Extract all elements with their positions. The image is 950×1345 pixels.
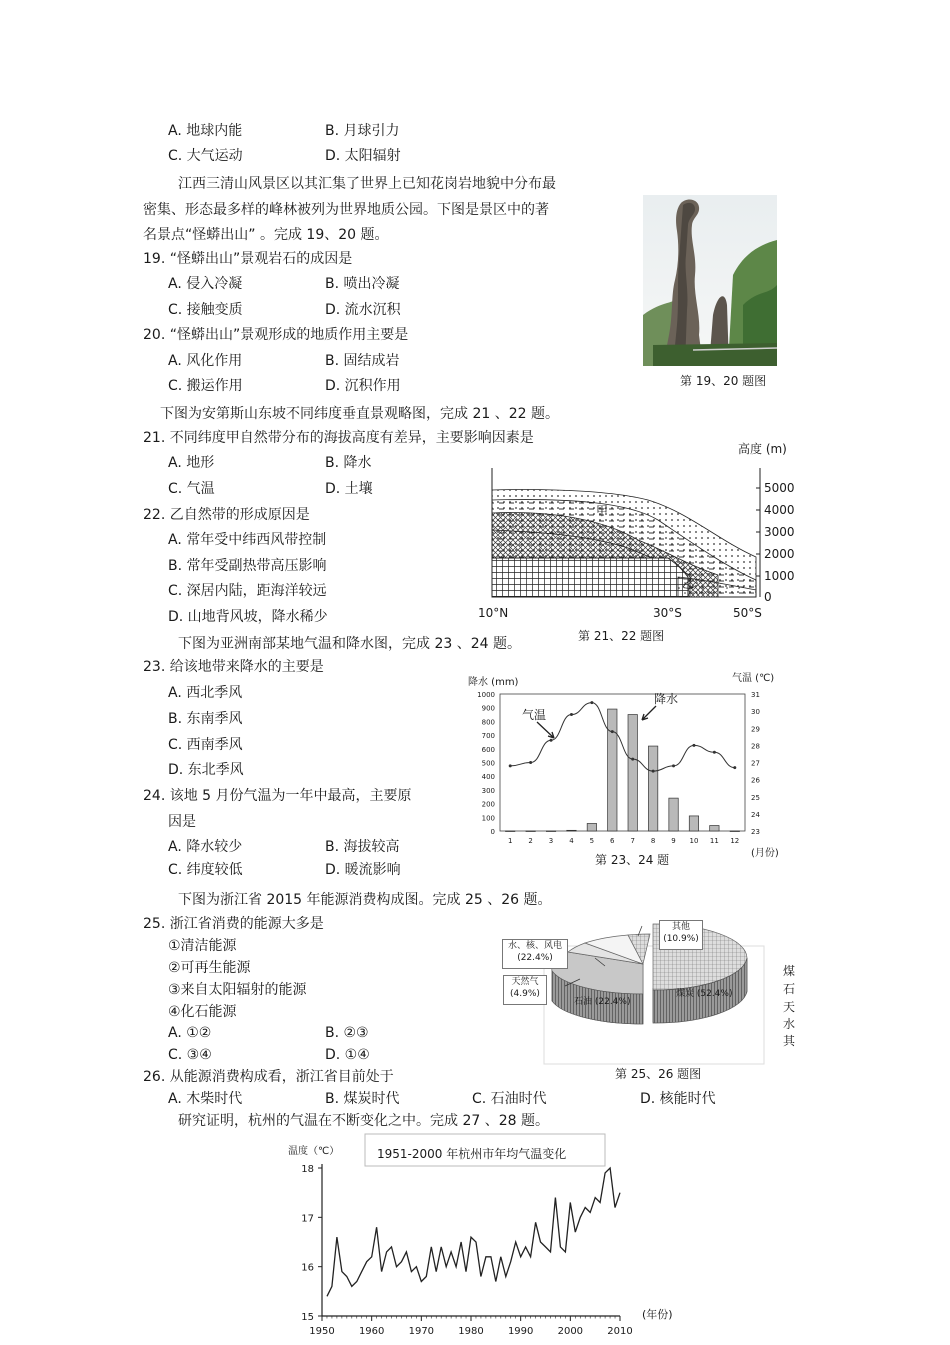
q19-option-b: B. 喷出冷凝 — [325, 276, 400, 292]
climate-left-tick: 900 — [481, 704, 495, 713]
climate-precip-bar — [730, 831, 739, 832]
climate-precip-arrow — [642, 706, 656, 720]
climate-right-tick: 30 — [751, 708, 760, 717]
climate-month-tick: 12 — [730, 837, 740, 845]
pie-callout-other-pct: (10.9%) — [663, 934, 699, 944]
tchart-x-tick: 1960 — [358, 1326, 385, 1337]
andes-ytick-1000: 1000 — [764, 569, 795, 583]
climate-right-tick: 28 — [751, 742, 760, 751]
climate-temp-point — [672, 764, 675, 767]
pie-callout-gas-name: 天然气 — [511, 977, 539, 987]
andes-label-jia: 甲 — [596, 504, 609, 518]
climate-left-tick: 800 — [481, 718, 495, 727]
climate-temp-point — [611, 730, 614, 733]
q24-option-b: B. 海拔较高 — [325, 839, 400, 855]
q22-option-b: B. 常年受副热带高压影响 — [168, 558, 327, 574]
climate-caption: 第 23、24 题 — [595, 853, 670, 867]
q26-option-a: A. 木柴时代 — [168, 1091, 243, 1107]
q21-option-c: C. 气温 — [168, 481, 215, 497]
climate-temp-point — [570, 713, 573, 716]
pie-callout-hydro-pct: (22.4%) — [517, 953, 553, 963]
q18-option-d: D. 太阳辐射 — [325, 148, 401, 164]
climate-month-tick: 3 — [548, 837, 554, 845]
q20-option-a: A. 风化作用 — [168, 353, 243, 369]
q26-option-c: C. 石油时代 — [472, 1091, 547, 1107]
tchart-x-tick: 2000 — [557, 1326, 584, 1337]
tchart-y-tick: 16 — [301, 1262, 314, 1274]
q19-option-d: D. 流水沉积 — [325, 302, 401, 318]
pie-caption: 第 25、26 题图 — [615, 1067, 702, 1081]
climate-precip-label: 降水 — [654, 692, 679, 706]
climate-left-tick: 600 — [481, 745, 495, 754]
climate-precip-bar — [546, 831, 555, 832]
climate-left-tick: 700 — [481, 732, 495, 741]
q20-option-b: B. 固结成岩 — [325, 353, 400, 369]
tchart-y-tick: 18 — [301, 1164, 314, 1175]
climate-precip-bar — [526, 831, 535, 832]
tchart-x-tick: 1980 — [458, 1326, 484, 1337]
q23-option-b: B. 东南季风 — [168, 711, 243, 727]
climate-month-tick: 7 — [630, 837, 635, 845]
climate-right-tick: 24 — [751, 810, 760, 819]
q20-option-c: C. 搬运作用 — [168, 378, 243, 394]
q18-option-c: C. 大气运动 — [168, 148, 243, 164]
q22-option-d: D. 山地背风坡，降水稀少 — [168, 609, 328, 625]
climate-left-tick: 1000 — [477, 691, 495, 699]
pie-callout-gas — [503, 975, 547, 1005]
andes-ytick-3000: 3000 — [764, 525, 795, 539]
q23-option-c: C. 西南季风 — [168, 737, 243, 753]
intro-23-24: 下图为亚洲南部某地气温和降水图，完成 23 、24 题。 — [178, 636, 521, 652]
climate-left-label: 降水 (mm) — [468, 677, 519, 688]
climate-temp-point — [509, 764, 512, 767]
q25-stem: 25. 浙江省消费的能源大多是 — [143, 916, 324, 932]
climate-chart — [462, 668, 792, 858]
climate-right-tick: 29 — [751, 725, 760, 734]
q21-option-b: B. 降水 — [325, 455, 372, 471]
climate-month-tick: 10 — [689, 837, 699, 845]
photo-caption: 第 19、20 题图 — [680, 374, 767, 388]
climate-left-tick: 100 — [481, 814, 495, 823]
tchart-title: 1951-2000 年杭州市年均气温变化 — [377, 1147, 567, 1161]
pie-side-5: 其 — [783, 1034, 796, 1048]
climate-right-label: 气温 (℃) — [732, 673, 775, 684]
energy-pie-chart — [540, 916, 770, 1066]
climate-right-tick: 25 — [751, 793, 760, 802]
andes-ytick-0: 0 — [764, 590, 772, 604]
pie-callout-other — [659, 920, 703, 950]
climate-temp-point — [733, 766, 736, 769]
climate-month-tick: 5 — [589, 837, 595, 845]
q19-option-a: A. 侵入冷凝 — [168, 276, 243, 292]
q18-option-b: B. 月球引力 — [325, 123, 400, 139]
intro-19-20-line2: 密集、形态最多样的峰林被列为世界地质公园。下图是景区中的著 — [143, 202, 549, 218]
climate-month-tick: 4 — [569, 837, 574, 845]
climate-right-tick: 26 — [751, 776, 760, 785]
q25-option-b: B. ②③ — [325, 1025, 369, 1041]
climate-temp-arrow — [537, 722, 554, 738]
climate-temp-label: 气温 — [522, 708, 547, 722]
q19-option-c: C. 接触变质 — [168, 302, 243, 318]
climate-left-tick: 300 — [481, 786, 495, 795]
intro-25-26: 下图为浙江省 2015 年能源消费构成图。完成 25 、26 题。 — [178, 892, 552, 908]
q25-item-2: ②可再生能源 — [168, 960, 251, 976]
andes-caption: 第 21、22 题图 — [578, 629, 665, 643]
q20-option-d: D. 沉积作用 — [325, 378, 401, 394]
tchart-x-tick: 1950 — [309, 1326, 335, 1337]
q21-stem: 21. 不同纬度甲自然带分布的海拔高度有差异，主要影响因素是 — [143, 430, 534, 446]
climate-precip-bar — [608, 709, 617, 831]
andes-xtick-10n: 10°N — [478, 606, 509, 620]
pie-callout-gas-pct: (4.9%) — [510, 989, 540, 999]
q24-stem-line1: 24. 该地 5 月份气温为一年中最高，主要原 — [143, 788, 412, 804]
q26-option-d: D. 核能时代 — [640, 1091, 716, 1107]
andes-xtick-50s: 50°S — [733, 606, 762, 620]
pie-side-1: 煤 — [783, 964, 796, 978]
climate-left-tick: 0 — [490, 828, 495, 836]
pie-label-coal: 煤炭 (52.4%) — [676, 989, 733, 999]
q26-option-b: B. 煤炭时代 — [325, 1091, 400, 1107]
pie-callout-hydro — [502, 939, 568, 969]
climate-right-tick: 23 — [751, 828, 760, 836]
climate-left-tick: 400 — [481, 773, 495, 782]
tchart-y-label: 温度（℃） — [288, 1146, 340, 1157]
tchart-y-tick: 17 — [301, 1213, 314, 1225]
q24-stem-line2: 因是 — [168, 814, 196, 830]
q24-option-a: A. 降水较少 — [168, 839, 243, 855]
climate-right-tick: 27 — [751, 759, 760, 768]
q24-option-d: D. 暖流影响 — [325, 862, 401, 878]
q21-option-d: D. 土壤 — [325, 481, 373, 497]
pie-label-oil: 石油 (22.4%) — [574, 997, 631, 1007]
andes-xtick-30s: 30°S — [653, 606, 682, 620]
climate-temp-point — [692, 744, 695, 747]
climate-precip-bar — [587, 823, 596, 831]
climate-temp-point — [713, 751, 716, 754]
q25-option-c: C. ③④ — [168, 1047, 212, 1063]
climate-temp-point — [529, 761, 532, 764]
climate-month-tick: 11 — [709, 837, 719, 845]
climate-left-tick: 200 — [481, 800, 495, 809]
q22-option-a: A. 常年受中纬西风带控制 — [168, 532, 327, 548]
intro-21-22: 下图为安第斯山东坡不同纬度垂直景观略图，完成 21 、22 题。 — [160, 406, 559, 422]
q25-item-1: ①清洁能源 — [168, 938, 237, 954]
pie-callout-other-name: 其他 — [671, 922, 690, 932]
q26-stem: 26. 从能源消费构成看，浙江省目前处于 — [143, 1069, 394, 1085]
tchart-x-tick: 1970 — [408, 1326, 435, 1337]
q21-option-a: A. 地形 — [168, 455, 215, 471]
climate-month-tick: 1 — [507, 837, 513, 845]
intro-27-28: 研究证明，杭州的气温在不断变化之中。完成 27 、28 题。 — [178, 1113, 549, 1129]
q22-stem: 22. 乙自然带的形成原因是 — [143, 507, 310, 523]
climate-month-tick: 2 — [528, 837, 533, 845]
andes-label-yi: 乙 — [682, 577, 695, 591]
q19-stem: 19. “怪蟒出山”景观岩石的成因是 — [143, 251, 353, 267]
rock-photo — [643, 195, 777, 366]
pie-side-2: 石 — [783, 982, 796, 996]
climate-left-tick: 500 — [481, 759, 495, 768]
tchart-series-line — [327, 1168, 620, 1296]
tchart-x-tick: 1990 — [507, 1326, 534, 1337]
pie-side-4: 水 — [783, 1017, 796, 1031]
tchart-y-tick: 15 — [301, 1312, 314, 1323]
q23-stem: 23. 给该地带来降水的主要是 — [143, 659, 324, 675]
q25-option-a: A. ①② — [168, 1025, 212, 1041]
tchart-x-tick: 2010 — [607, 1326, 633, 1337]
climate-right-tick: 31 — [751, 691, 760, 699]
climate-temp-point — [652, 770, 655, 773]
climate-precip-bar — [628, 715, 637, 831]
q25-item-3: ③来自太阳辐射的能源 — [168, 982, 307, 998]
pie-side-3: 天 — [783, 1000, 796, 1014]
climate-x-unit: (月份) — [751, 848, 779, 859]
q23-option-a: A. 西北季风 — [168, 685, 243, 701]
climate-precip-bar — [506, 831, 515, 832]
andes-y-label: 高度 (m) — [738, 442, 787, 456]
climate-month-tick: 6 — [610, 837, 615, 845]
andes-ytick-4000: 4000 — [764, 503, 795, 517]
climate-precip-bar — [689, 816, 698, 831]
q23-option-d: D. 东北季风 — [168, 762, 244, 778]
andes-ytick-5000: 5000 — [764, 481, 795, 495]
q18-option-a: A. 地球内能 — [168, 123, 243, 139]
climate-precip-bar — [567, 830, 576, 831]
intro-19-20-line3: 名景点“怪蟒出山” 。完成 19、20 题。 — [143, 227, 389, 243]
climate-month-tick: 8 — [650, 837, 656, 845]
pie-callout-hydro-name: 水、核、风电 — [507, 941, 562, 951]
intro-19-20-line1: 江西三清山风景区以其汇集了世界上已知花岗岩地貌中分布最 — [178, 176, 556, 192]
q22-option-c: C. 深居内陆，距海洋较远 — [168, 583, 327, 599]
q25-item-4: ④化石能源 — [168, 1004, 237, 1020]
climate-temp-point — [631, 758, 634, 761]
climate-precip-bar — [669, 798, 678, 831]
tchart-x-label: (年份) — [642, 1308, 673, 1321]
climate-month-tick: 9 — [671, 837, 676, 845]
climate-temp-point — [590, 701, 593, 704]
climate-temp-point — [550, 739, 553, 742]
q24-option-c: C. 纬度较低 — [168, 862, 243, 878]
hangzhou-temperature-chart — [280, 1132, 700, 1342]
q20-stem: 20. “怪蟒出山”景观形成的地质作用主要是 — [143, 327, 409, 343]
andes-ytick-2000: 2000 — [764, 547, 795, 561]
q25-option-d: D. ①④ — [325, 1047, 370, 1063]
climate-precip-bar — [648, 746, 657, 831]
climate-precip-bar — [710, 826, 719, 831]
andes-profile-diagram — [478, 440, 798, 632]
